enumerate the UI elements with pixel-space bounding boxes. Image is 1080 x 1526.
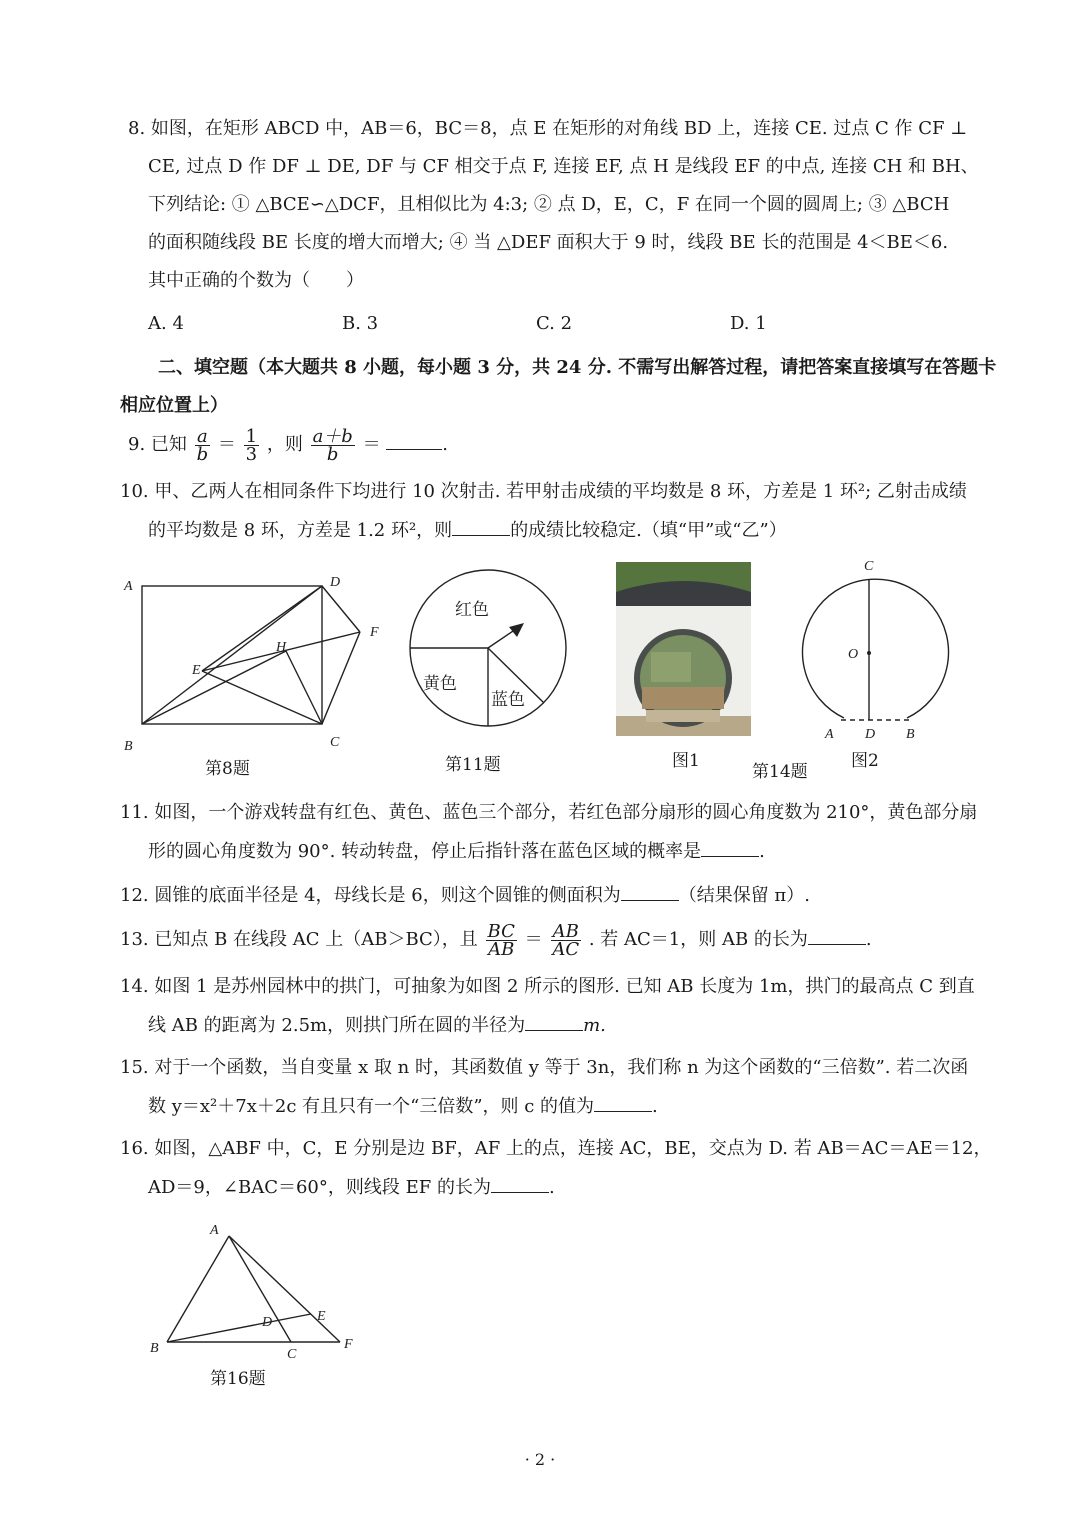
- label-a: A: [210, 1223, 219, 1238]
- q13-answer-blank[interactable]: [808, 928, 866, 945]
- section2-heading-line1: 二、填空题（本大题共 8 小题，每小题 3 分，共 24 分. 不需写出解答过程，请把答案直接填写在答题卡: [158, 357, 997, 378]
- q14-line2: 线 AB 的距离为 2.5m，则拱门所在圆的半径为 m.: [148, 1015, 606, 1036]
- figure-q14-caption: 第14题: [752, 762, 808, 782]
- label-e: E: [317, 1309, 326, 1324]
- q15-answer-blank[interactable]: [594, 1095, 652, 1112]
- q9-fraction-a-over-b: $\frac{a}{b}$: [196, 425, 209, 465]
- q15-line1: 15. 对于一个函数，当自变量 x 取 n 时，其函数值 y 等于 3n，我们称 n 为这个函数的“三倍数”. 若二次函: [120, 1057, 969, 1078]
- label-a: A: [124, 579, 133, 594]
- label-d: D: [865, 727, 876, 742]
- figure-q11-spinner: [405, 565, 575, 745]
- label-d: D: [330, 575, 341, 590]
- label-e: E: [192, 663, 201, 678]
- q9: 9. 已知 $\frac{a}{b}$ ＝ $\frac{1}{3}$ ，则 $\frac{a+b}{b}$ ＝ .: [128, 425, 449, 465]
- q13: 13. 已知点 B 在线段 AC 上（AB＞BC），且 $\frac{BC}{AB}$ ＝ $\frac{AB}{AC}$ . 若 AC＝1，则 AB 的长为 .: [120, 920, 872, 960]
- label-o: O: [848, 647, 859, 662]
- figure-q14-photo-moon-gate: [616, 562, 751, 736]
- label-b: B: [906, 727, 915, 742]
- q9-answer-blank[interactable]: [386, 433, 442, 450]
- segment-be: [167, 1314, 311, 1342]
- spinner-label-yellow: 黄色: [423, 674, 457, 694]
- label-f: F: [344, 1337, 353, 1352]
- diagonal-bd: [142, 586, 322, 724]
- q8-option-a: A. 4: [148, 313, 184, 334]
- q10-line2: 的平均数是 8 环，方差是 1.2 环²，则 的成绩比较稳定.（填“甲”或“乙”）: [148, 520, 787, 541]
- q15-line2: 数 y＝x²＋7x＋2c 有且只有一个“三倍数”，则 c 的值为 .: [148, 1096, 658, 1117]
- q8-line1: 8. 如图，在矩形 ABCD 中，AB＝6，BC＝8，点 E 在矩形的对角线 BD 上，连接 CE. 过点 C 作 CF ⊥: [128, 118, 968, 139]
- center-point-o: [867, 651, 871, 655]
- figure-q14-caption-fig1: 图1: [672, 751, 700, 771]
- q8-line4: 的面积随线段 BE 长度的增大而增大; ④ 当 △DEF 面积大于 9 时，线段 BE 长的范围是 4＜BE＜6.: [148, 232, 949, 253]
- q12: 12. 圆锥的底面半径是 4，母线长是 6，则这个圆锥的侧面积为 （结果保留 π）.: [120, 885, 810, 906]
- q11-line2: 形的圆心角度数为 90°. 转动转盘，停止后指针落在蓝色区域的概率是 .: [148, 841, 765, 862]
- q8-option-b: B. 3: [342, 313, 379, 334]
- label-d: D: [262, 1315, 273, 1330]
- figure-q8-caption: 第8题: [205, 759, 250, 779]
- label-f: F: [370, 625, 379, 640]
- figure-q14-caption-fig2: 图2: [851, 751, 879, 771]
- label-c: C: [330, 735, 340, 750]
- label-h: H: [276, 640, 287, 655]
- segment-ab: [167, 1236, 229, 1342]
- segment-ce: [202, 671, 322, 724]
- arch-arc: [803, 579, 949, 718]
- q8-line3: 下列结论: ① △BCE∽△DCF，且相似比为 4:3; ② 点 D，E，C，F 在同一个圆的圆周上; ③ △BCH: [148, 194, 950, 215]
- q11-answer-blank[interactable]: [701, 840, 759, 857]
- figure-q16: [140, 1218, 370, 1368]
- q16-line1: 16. 如图，△ABF 中，C，E 分别是边 BF，AF 上的点，连接 AC，BE，交点为 D. 若 AB＝AC＝AE＝12，: [120, 1138, 992, 1159]
- q16-answer-blank[interactable]: [491, 1176, 549, 1193]
- figure-q8: [118, 570, 388, 760]
- q10-answer-blank[interactable]: [452, 519, 510, 536]
- spinner-label-blue: 蓝色: [491, 690, 525, 710]
- q14-answer-blank[interactable]: [525, 1014, 583, 1031]
- segment-ch: [286, 651, 322, 724]
- q8-line2: CE, 过点 D 作 DF ⊥ DE, DF 与 CF 相交于点 F, 连接 EF, 点 H 是线段 EF 的中点, 连接 CH 和 BH、: [148, 156, 979, 177]
- q9-fraction-1-over-3: $\frac{1}{3}$: [245, 425, 258, 465]
- q9-fraction-sum-over-b: $\frac{a+b}{b}$: [312, 425, 353, 465]
- label-a: A: [825, 727, 834, 742]
- q8-option-c: C. 2: [536, 313, 573, 334]
- label-b: B: [124, 739, 133, 754]
- section2-heading-line2: 相应位置上）: [120, 395, 228, 416]
- figure-q11-caption: 第11题: [445, 755, 501, 775]
- segment-df: [322, 586, 360, 632]
- q13-fraction-bc-over-ab: $\frac{BC}{AB}$: [487, 920, 515, 960]
- segment-ac: [229, 1236, 291, 1342]
- q14-line1: 14. 如图 1 是苏州园林中的拱门，可抽象为如图 2 所示的图形. 已知 AB 长度为 1m，拱门的最高点 C 到直: [120, 976, 975, 997]
- label-c: C: [287, 1347, 297, 1362]
- label-b: B: [150, 1341, 159, 1356]
- q8-line5: 其中正确的个数为（ ）: [148, 270, 364, 291]
- q8-option-d: D. 1: [730, 313, 767, 334]
- arrow-icon: [509, 623, 524, 637]
- q10-line1: 10. 甲、乙两人在相同条件下均进行 10 次射击. 若甲射击成绩的平均数是 8 环，方差是 1 环²; 乙射击成绩: [120, 481, 967, 502]
- segment-cf: [322, 632, 360, 724]
- q9-prefix: 9. 已知: [128, 434, 187, 455]
- spinner-label-red: 红色: [455, 600, 489, 620]
- page-number: · 2 ·: [524, 1450, 556, 1469]
- q11-line1: 11. 如图，一个游戏转盘有红色、黄色、蓝色三个部分，若红色部分扇形的圆心角度数为 210°，黄色部分扇: [120, 802, 978, 823]
- segment-de: [202, 586, 322, 671]
- label-c: C: [864, 559, 874, 574]
- q13-fraction-ab-over-ac: $\frac{AB}{AC}$: [552, 920, 580, 960]
- figure-q16-caption: 第16题: [210, 1369, 266, 1389]
- q16-line2: AD＝9，∠BAC＝60°，则线段 EF 的长为 .: [148, 1177, 555, 1198]
- q12-answer-blank[interactable]: [621, 884, 679, 901]
- figure-q14-diagram: [785, 552, 950, 744]
